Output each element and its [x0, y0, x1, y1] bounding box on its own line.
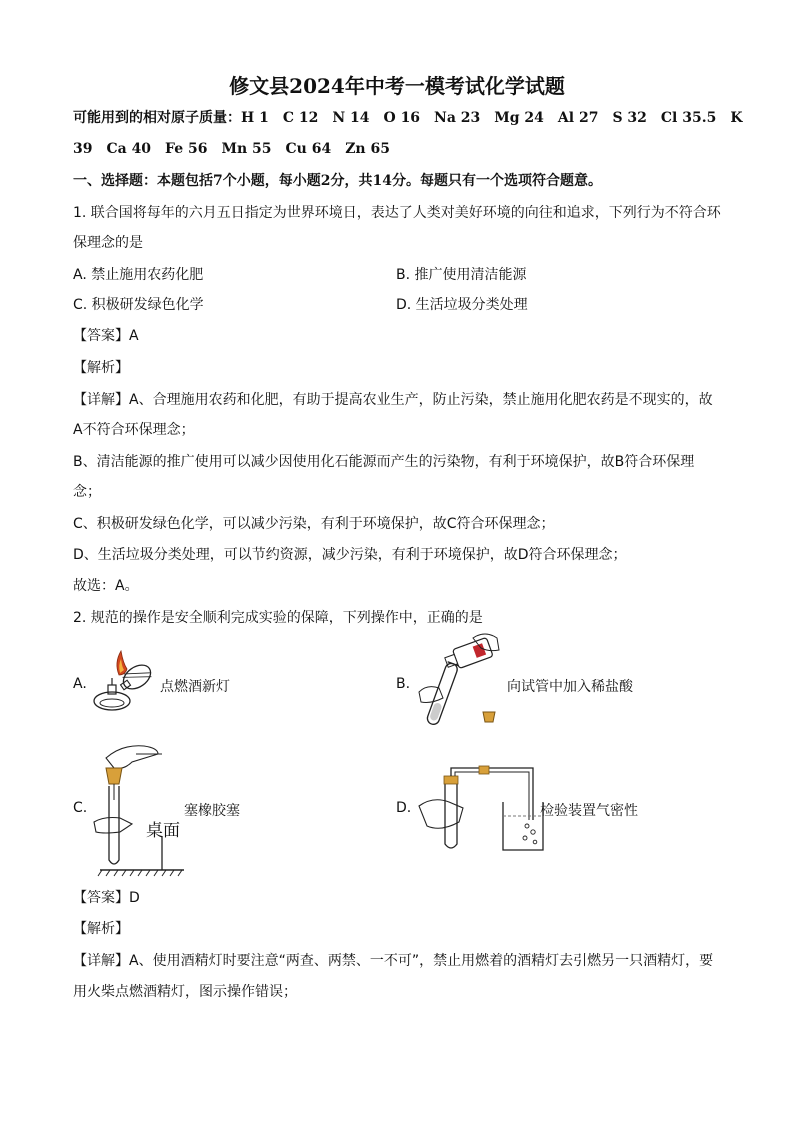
q2-option-c-desk-label: 桌面 [146, 821, 180, 841]
q2-option-b-letter: B. [396, 676, 411, 692]
q1-stem-line-2: 保理念的是 [73, 235, 143, 251]
q1-detail-line-7: 故选：A。 [73, 578, 139, 594]
q1-detail-line-1: 【详解】A、合理施用农药和化肥，有助于提高农业生产，防止污染，禁止施用化肥农药是不现实的，故 [73, 392, 713, 408]
q1-detail-line-6: D、生活垃圾分类处理，可以节约资源，减少污染，有利于环境保护，故D符合环保理念； [73, 547, 627, 563]
q1-option-c: C. 积极研发绿色化学 [73, 297, 204, 313]
q2-answer: 【答案】D [73, 890, 140, 906]
stopper-on-desk-illustration [92, 740, 192, 878]
q2-option-a-letter: A. [73, 676, 87, 692]
q2-stem: 2. 规范的操作是安全顺利完成实验的保障，下列操作中，正确的是 [73, 610, 483, 626]
q1-detail-line-3: B、清洁能源的推广使用可以减少因使用化石能源而产生的污染物，有利于环境保护，故B符合环保理 [73, 454, 695, 470]
section-heading: 一、选择题：本题包括7个小题，每小题2分，共14分。每题只有一个选项符合题意。 [73, 173, 602, 189]
q1-detail-line-2: A不符合环保理念； [73, 422, 195, 438]
atomic-mass-line-2: 39 Ca 40 Fe 56 Mn 55 Cu 64 Zn 65 [73, 141, 390, 157]
airtightness-check-illustration [415, 762, 545, 854]
q2-detail-line-2: 用火柴点燃酒精灯，图示操作错误； [73, 984, 297, 1000]
q1-option-a: A. 禁止施用农药化肥 [73, 267, 204, 283]
test-tube-pouring-illustration [415, 632, 505, 738]
atomic-mass-line-1: 可能用到的相对原子质量：H 1 C 12 N 14 O 16 Na 23 Mg 24 Al 27 S 32 Cl 35.5 K [73, 110, 743, 126]
q2-option-c-letter: C. [73, 800, 88, 816]
q2-option-c-caption: 塞橡胶塞 [184, 803, 240, 819]
q2-option-d-caption: 检验装置气密性 [540, 803, 638, 819]
q1-detail-line-4: 念； [73, 484, 101, 500]
q1-option-b: B. 推广使用清洁能源 [396, 267, 527, 283]
q2-analysis-label: 【解析】 [73, 921, 129, 937]
q1-option-d: D. 生活垃圾分类处理 [396, 297, 528, 313]
q1-answer: 【答案】A [73, 328, 139, 344]
q2-option-a-caption: 点燃酒新灯 [160, 679, 230, 695]
q2-option-d-letter: D. [396, 800, 412, 816]
q1-stem-line-1: 1. 联合国将每年的六月五日指定为世界环境日，表达了人类对美好环境的向往和追求，下列行为不符合环 [73, 205, 721, 221]
q1-analysis-label: 【解析】 [73, 360, 129, 376]
q2-detail-line-1: 【详解】A、使用酒精灯时要注意“两查、两禁、一不可”，禁止用燃着的酒精灯去引燃另一只酒精灯，要 [73, 953, 714, 969]
q1-detail-line-5: C、积极研发绿色化学，可以减少污染，有利于环境保护，故C符合环保理念； [73, 516, 555, 532]
alcohol-lamp-illustration [92, 645, 162, 715]
q2-option-b-caption: 向试管中加入稀盐酸 [507, 679, 633, 695]
page-title: 修文县2024年中考一模考试化学试题 [229, 74, 565, 98]
